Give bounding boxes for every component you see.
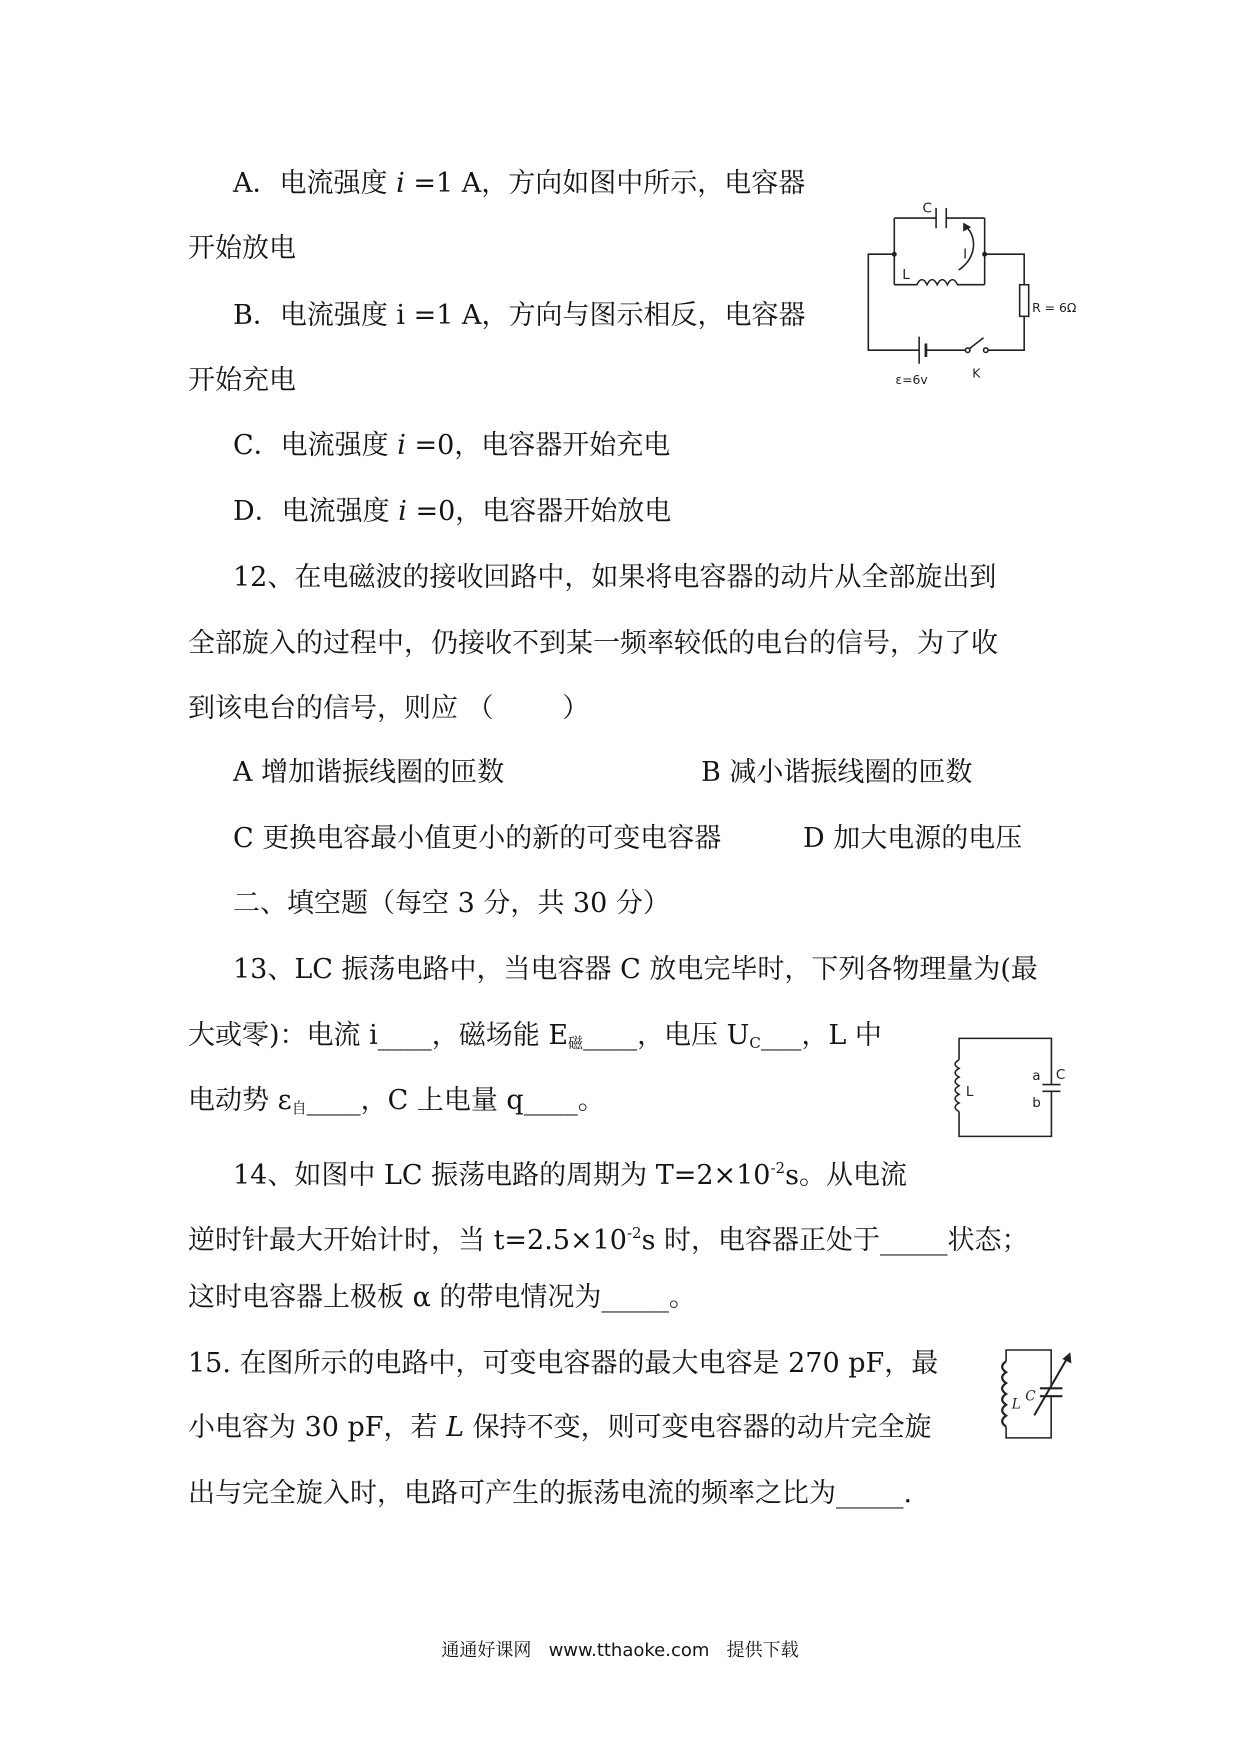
current-variable: i (398, 496, 407, 527)
capacitor-label: C (922, 200, 932, 217)
capacitor-label: C (1025, 1388, 1036, 1405)
capacitor-label: C (1055, 1066, 1066, 1083)
q15-variable-capacitor-circuit (997, 1341, 1076, 1448)
q14-line-2-part-1: 逆时针最大开始计时，当 t=2.5×10 (188, 1225, 627, 1256)
q14-line-1-part-2: s。从电流 (785, 1160, 907, 1191)
q13-line-2-part-2: ____，电压 U (583, 1020, 750, 1051)
q11-option-a-text: =1 A，方向如图中所示，电容器 (404, 168, 806, 199)
q11-option-c-text: =0，电容器开始充电 (405, 430, 671, 461)
q14-line-1-part-1: 14、如图中 LC 振荡电路的周期为 T=2×10 (233, 1160, 771, 1191)
q12-option-c: C 更换电容最小值更小的新的可变电容器 (233, 823, 722, 854)
magnetic-energy-subscript: 磁 (568, 1034, 584, 1052)
q13-line-3 (188, 1084, 605, 1125)
q15-line-3: 出与完全旋入时，电路可产生的振荡电流的频率之比为_____. (188, 1478, 913, 1509)
junction-dot-right (982, 252, 987, 257)
q14-line-2-part-2: s 时，电容器正处于_____状态； (641, 1225, 1029, 1256)
wire-right (988, 316, 1024, 350)
switch-terminal-right (984, 348, 989, 353)
wire-right-top (985, 254, 1025, 284)
wire-top (1006, 1350, 1051, 1388)
inductance-variable: L (446, 1412, 465, 1443)
inductor-label: L (902, 267, 910, 284)
inductor-coil (955, 1060, 959, 1112)
q14-line-2 (188, 1216, 1029, 1258)
battery-label: ε=6v (895, 372, 928, 388)
q13-line-2-part-3: ___，L 中 (760, 1020, 882, 1051)
section-heading: 二、填空题（每空 3 分，共 30 分） (233, 888, 670, 919)
q11-option-d-prefix: D．电流强度 (233, 496, 399, 527)
inductor-label: L (1011, 1396, 1021, 1413)
switch-blade (969, 338, 984, 349)
exponent: -2 (626, 1224, 642, 1242)
plate-a-label: a (1032, 1068, 1041, 1085)
q13-line-3-part-2: ____，C 上电量 q____。 (306, 1085, 605, 1116)
inductor-label: L (965, 1083, 974, 1100)
q11-option-a-prefix: A．电流强度 (233, 168, 397, 199)
q13-line-2 (188, 1019, 882, 1060)
variable-arrowhead (1062, 1352, 1071, 1363)
current-label: I (963, 246, 968, 263)
q11-option-b-continuation: 开始充电 (188, 365, 296, 396)
q11-option-a-continuation: 开始放电 (188, 233, 296, 264)
q11-option-a (233, 167, 805, 201)
exponent: -2 (770, 1159, 786, 1177)
q11-option-d (233, 495, 671, 529)
q13-line-2-part-1: 大或零)：电流 i____，磁场能 E (188, 1020, 569, 1051)
current-variable: i (397, 430, 406, 461)
q13-line-1: 13、LC 振荡电路中，当电容器 C 放电完毕时，下列各物理量为(最 (233, 954, 1038, 985)
switch-label: K (972, 365, 981, 381)
q11-option-c (233, 429, 670, 463)
q15-line-2-part-1: 小电容为 30 pF，若 (188, 1412, 447, 1443)
q14-line-3: 这时电容器上极板 α 的带电情况为_____。 (188, 1282, 696, 1313)
junction-dot-left (892, 252, 897, 257)
q15-line-2 (188, 1411, 932, 1445)
q11-option-d-text: =0，电容器开始放电 (406, 496, 672, 527)
q15-line-1: 15. 在图所示的电路中，可变电容器的最大电容是 270 pF，最 (188, 1348, 939, 1379)
q12-stem-line-1: 12、在电磁波的接收回路中，如果将电容器的动片从全部旋出到 (233, 562, 997, 593)
current-variable: i (396, 168, 405, 199)
q12-option-d: D 加大电源的电压 (803, 823, 1023, 854)
q13-lc-circuit-diagram (950, 1035, 1074, 1142)
q13-line-3-part-1: 电动势 ε (188, 1085, 292, 1116)
q12-stem-line-3: 到该电台的信号，则应 （ ） (188, 693, 590, 724)
page-footer: 通通好课网 www.tthaoke.com 提供下载 (441, 1640, 799, 1661)
q12-option-b: B 减小谐振线圈的匝数 (701, 757, 973, 788)
q12-stem-line-2: 全部旋入的过程中，仍接收不到某一频率较低的电台的信号，为了收 (188, 628, 998, 659)
q12-option-a: A 增加谐振线圈的匝数 (233, 757, 505, 788)
inductor-coil (1002, 1361, 1006, 1426)
q15-line-2-part-2: 保持不变，则可变电容器的动片完全旋 (464, 1412, 932, 1443)
q14-line-1 (233, 1151, 907, 1193)
q11-circuit-diagram (866, 200, 1092, 392)
self-emf-subscript: 自 (291, 1099, 307, 1117)
resistor (1020, 285, 1029, 317)
resistor-label: R = 6Ω (1032, 299, 1077, 315)
voltage-subscript: C (749, 1034, 761, 1052)
plate-b-label: b (1032, 1095, 1041, 1112)
q11-option-b: B．电流强度 i =1 A，方向与图示相反，电容器 (233, 300, 806, 331)
q11-option-c-prefix: C．电流强度 (233, 430, 398, 461)
